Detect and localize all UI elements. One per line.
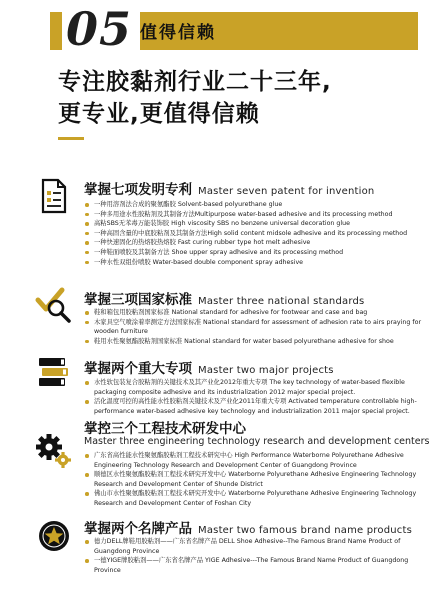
headline-line-1: 专注胶黏剂行业二十三年, xyxy=(58,69,332,95)
list-item: 德力DELL牌鞋用胶粘剂——广东省名牌产品 DELL Shoe Adhesive--The Famous Brand Name Product of Guangdong Province xyxy=(84,537,424,556)
title-cn: 掌握两个名牌产品 xyxy=(84,521,192,537)
section-title-patents xyxy=(84,178,374,198)
headline-line-2: 更专业,更值得信赖 xyxy=(58,101,260,127)
list-item: 一种高固含量的中底胶粘剂及其制备方法High solid content midsole adhesive and its processing method xyxy=(84,229,424,239)
centers-list xyxy=(84,451,424,509)
patent-document-icon xyxy=(34,176,74,216)
title-cn: 掌握两个重大专项 xyxy=(84,361,192,377)
title-cn: 掌握三项国家标准 xyxy=(84,292,192,308)
list-item: 鞋和箱包用胶粘剂国家标准 National standard for adhesive for footwear and case and bag xyxy=(84,308,424,318)
list-item: 木家具空气喷涂着率测定方法国家标准 National standard for assessment of adhesion rate to airs praying for wooden furniture xyxy=(84,318,424,337)
gold-divider xyxy=(58,137,84,140)
section-title-centers xyxy=(84,417,246,437)
list-item: 佛山市水性聚氨酯胶粘剂工程技术研究开发中心 Waterborne Polyurethane Adhesive Engineering Technology Research and Development Center of Foshan City xyxy=(84,489,424,508)
section-subtitle-centers: Master three engineering technology research and development centers xyxy=(84,436,430,447)
list-item: 一种多用途水性胶粘剂及其制备方法Multipurpose water-based adhesive and its processing method xyxy=(84,210,424,220)
brands-list xyxy=(84,537,424,575)
title-en: Master two famous brand name products xyxy=(198,525,413,536)
list-item: 水性软包装复合胶粘剂的关键技术及其产业化2012年重大专项 The key technology of water-based flexible packaging composite adhesive and its industrialization 2012 major special project. xyxy=(84,378,424,397)
projects-list xyxy=(84,378,424,416)
list-item: 活化温度可控的高性能水性胶粘剂关键技术及产业化2011年重大专项 Activated temperature controllable high-performance water-based adhesive key technology and industrialization 2011 major special project. xyxy=(84,397,424,416)
list-item: 顺德区水性聚氨酯胶粘剂工程技术研究开发中心 Waterborne Polyurethane Adhesive Engineering Technology Research and Development Center of Shunde District xyxy=(84,470,424,489)
title-cn: 掌握七项发明专利 xyxy=(84,182,192,198)
section-title-projects xyxy=(84,357,334,377)
section-header xyxy=(0,0,440,62)
books-icon xyxy=(34,354,74,394)
list-item: 高粘SBS无苯毒万能装饰胶 High viscosity SBS no benzene universal decoration glue xyxy=(84,219,424,229)
list-item: 一种快速固化的热熔胶热熔胶 Fast curing rubber type hot melt adhesive xyxy=(84,238,424,248)
section-title-brands xyxy=(84,517,412,537)
list-item: 广东省高性能水性聚氨酯胶粘剂工程技术研究中心 High Performance Waterborne Polyurethane Adhesive Engineering Technology Research and Development Center of Guangdong Province xyxy=(84,451,424,470)
gears-icon xyxy=(34,431,74,471)
list-item: 一种水性双组份喷胶 Water-based double component spray adhesive xyxy=(84,258,424,268)
standards-list xyxy=(84,308,424,346)
list-item: 一种鞋面喷胶及其制备方法 Shoe upper spray adhesive and its processing method xyxy=(84,248,424,258)
title-en: Master three national standards xyxy=(198,296,365,307)
section-title-standards xyxy=(84,288,364,308)
title-en: Master two major projects xyxy=(198,365,334,376)
star-medal-icon xyxy=(34,516,74,556)
section-number: 05 xyxy=(62,2,140,56)
title-en: Master seven patent for invention xyxy=(198,186,375,197)
section-title: 值得信赖 xyxy=(140,23,216,43)
title-cn: 掌控三个工程技术研发中心 xyxy=(84,421,246,437)
list-item: 鞋用水性聚氨酯胶粘剂国家标准 National standard for water based polyurethane adhesive for shoe xyxy=(84,337,424,347)
list-item: 一德YIGE牌胶粘剂——广东省名牌产品 YIGE Adhesive---The Famous Brand Name Product of Guangdong Province xyxy=(84,556,424,575)
checkmark-magnifier-icon xyxy=(34,284,74,324)
patent-list xyxy=(84,200,424,267)
list-item: 一种用溶剂法合成的聚氨酯胶 Solvent-based polyurethane glue xyxy=(84,200,424,210)
